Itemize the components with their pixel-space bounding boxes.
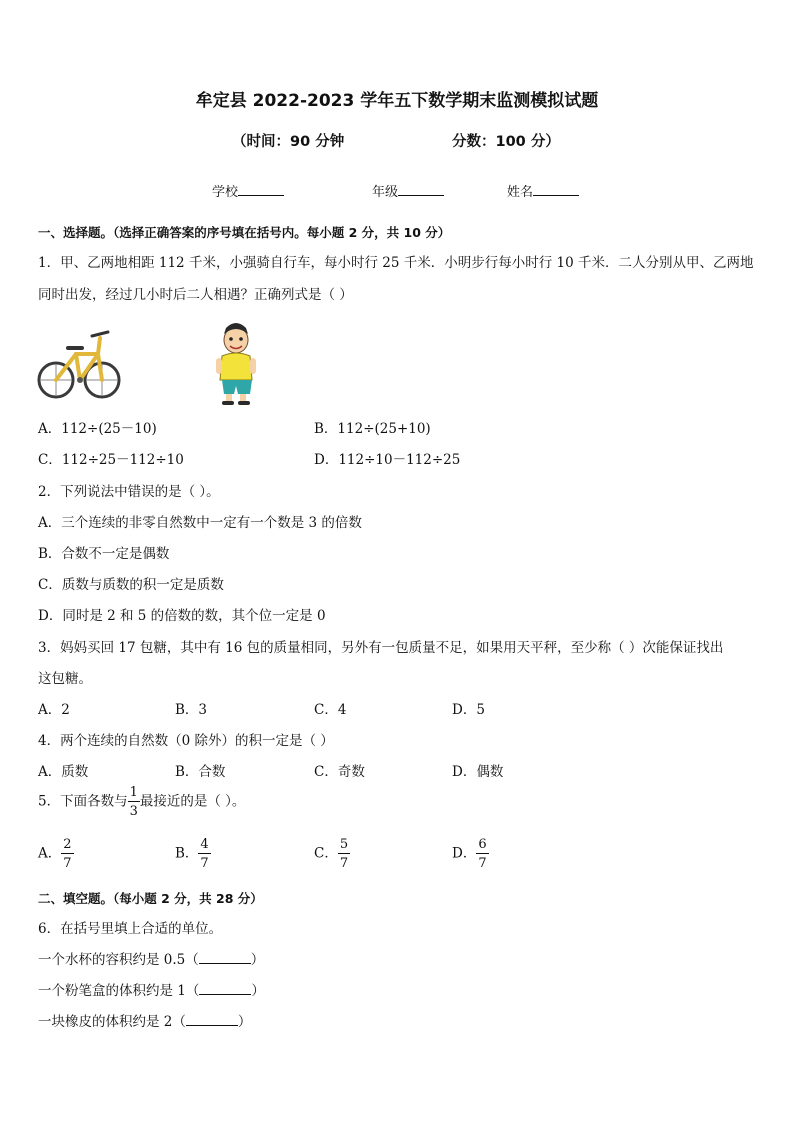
q1-option-b[interactable]: B．112÷(25+10) (314, 421, 431, 437)
q2-option-b[interactable]: B．合数不一定是偶数 (38, 546, 170, 562)
page-title: 牟定县 2022-2023 学年五下数学期末监测模拟试题 (195, 91, 599, 111)
q6-item-2-blank[interactable] (199, 982, 251, 995)
q5-option-b-label: B． (175, 845, 199, 862)
grade-field (372, 181, 444, 200)
q4-option-a[interactable]: A．质数 (38, 764, 89, 780)
school-label: 学校 (212, 185, 239, 200)
q5-stem-pre: 5．下面各数与 (38, 793, 128, 810)
q4-option-d[interactable]: D．偶数 (452, 764, 504, 780)
q2-option-d[interactable]: D．同时是 2 和 5 的倍数的数，其个位一定是 0 (38, 608, 326, 624)
q1-option-a[interactable]: A．112÷(25－10) (38, 421, 157, 437)
name-field (507, 181, 579, 200)
q5-option-c-numerator: 5 (339, 837, 349, 852)
q5-option-d-numerator: 6 (478, 837, 487, 852)
q6-item-1 (38, 948, 264, 968)
q5-option-d[interactable] (452, 838, 489, 870)
section-heading-choice: 一、选择题。（选择正确答案的序号填在括号内。每小题 2 分，共 10 分） (38, 225, 451, 240)
q6-stem: 6．在括号里填上合适的单位。 (38, 921, 223, 937)
q6-item-1-close: ） (250, 952, 265, 968)
q3-option-b[interactable]: B．3 (175, 702, 208, 718)
q5-option-d-label: D． (452, 845, 477, 862)
q6-item-3-close: ） (237, 1014, 252, 1030)
q3-stem-line2: 这包糖。 (38, 671, 92, 687)
q5-stem (38, 786, 245, 818)
q5-fraction-numerator: 1 (129, 785, 138, 800)
q6-item-2-close: ） (251, 983, 265, 999)
q5-option-c-fraction (338, 838, 350, 870)
q3-option-c[interactable]: C．4 (314, 702, 347, 718)
boy-icon (214, 320, 258, 406)
q6-item-2 (38, 979, 265, 999)
q5-option-b-numerator: 4 (200, 837, 209, 852)
q6-item-1-blank[interactable] (199, 951, 251, 964)
q4-option-c[interactable]: C．奇数 (314, 764, 365, 780)
q3-option-a[interactable]: A．2 (38, 702, 70, 718)
q6-item-3-blank[interactable] (186, 1013, 238, 1026)
q2-stem: 2．下列说法中错误的是（ ）。 (38, 484, 220, 500)
q6-item-2-text: 一个粉笔盒的体积约是 1（ (38, 983, 200, 999)
q6-item-3 (38, 1010, 251, 1030)
q5-option-a-label: A． (38, 845, 62, 862)
q5-option-d-denominator: 7 (478, 856, 487, 871)
exam-time: （时间：90 分钟 (232, 134, 345, 150)
q3-option-d[interactable]: D．5 (452, 702, 485, 718)
q5-fraction (128, 786, 140, 818)
section-heading-fill: 二、填空题。（每小题 2 分，共 28 分） (38, 891, 263, 906)
q4-stem: 4．两个连续的自然数（0 除外）的积一定是（ ） (38, 733, 334, 749)
q5-option-c-label: C． (314, 845, 338, 862)
q1-stem-line1: 1．甲、乙两地相距 112 千米，小强骑自行车，每小时行 25 千米．小明步行每小时行 10 千米．二人分别从甲、乙两地 (38, 255, 754, 271)
name-blank[interactable] (533, 183, 579, 196)
grade-label: 年级 (372, 185, 399, 200)
q5-option-b-fraction (198, 838, 210, 870)
school-blank[interactable] (238, 183, 284, 196)
q4-option-b[interactable]: B．合数 (175, 764, 226, 780)
school-field (212, 181, 284, 200)
q5-option-b-denominator: 7 (200, 856, 209, 871)
q3-stem-line1: 3．妈妈买回 17 包糖，其中有 16 包的质量相同，另外有一包质量不足，如果用天平秤，至少称（ ）次能保证找出 (38, 640, 724, 656)
bicycle-icon (36, 324, 122, 404)
q5-stem-post: 最接近的是（ ）。 (139, 793, 246, 810)
q5-option-a-numerator: 2 (63, 837, 72, 852)
q5-option-a-denominator: 7 (63, 856, 72, 871)
q1-option-c[interactable]: C．112÷25－112÷10 (38, 452, 184, 468)
q2-option-a[interactable]: A．三个连续的非零自然数中一定有一个数是 3 的倍数 (38, 515, 362, 531)
q5-option-a[interactable] (38, 838, 74, 870)
q5-option-d-fraction (476, 838, 488, 870)
grade-blank[interactable] (398, 183, 444, 196)
q5-fraction-denominator: 3 (129, 804, 138, 819)
q1-stem-line2: 同时出发，经过几小时后二人相遇？正确列式是（ ） (38, 287, 353, 303)
q1-option-d[interactable]: D．112÷10－112÷25 (314, 452, 461, 468)
q2-option-c[interactable]: C．质数与质数的积一定是质数 (38, 577, 224, 593)
q6-item-3-text: 一块橡皮的体积约是 2（ (38, 1014, 186, 1030)
q5-option-b[interactable] (175, 838, 211, 870)
q5-option-c[interactable] (314, 838, 350, 870)
q5-option-a-fraction (61, 838, 73, 870)
q6-item-1-text: 一个水杯的容积约是 0.5（ (38, 952, 199, 968)
name-label: 姓名 (507, 185, 534, 200)
q5-option-c-denominator: 7 (339, 856, 349, 871)
exam-score: 分数：100 分） (452, 134, 560, 150)
